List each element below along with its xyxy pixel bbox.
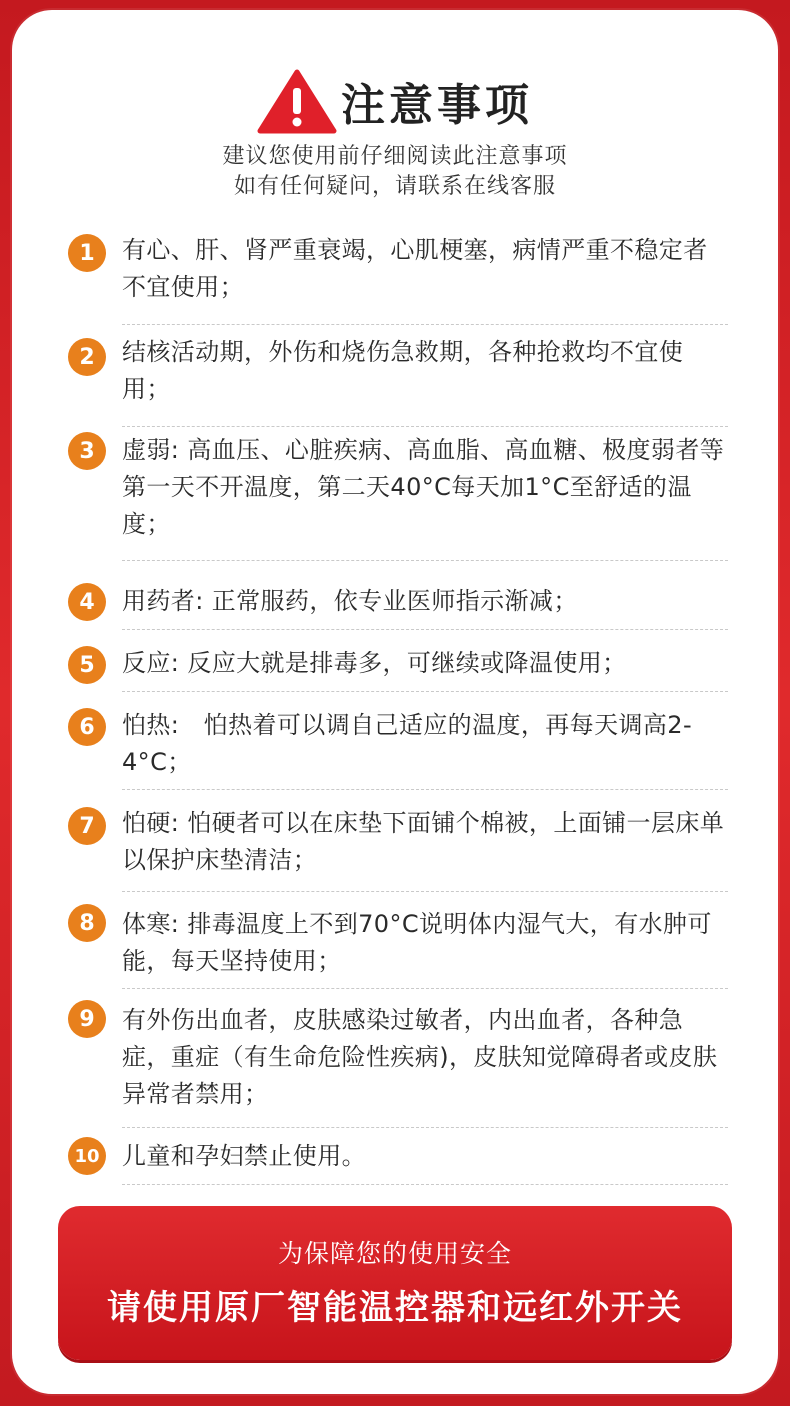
item-text: 有外伤出血者，皮肤感染过敏者，内出血者，各种急症，重症（有生命危险性疾病)，皮肤知觉障碍者或皮肤异常者禁用； — [122, 1006, 718, 1108]
dashed-divider — [122, 691, 728, 692]
warning-triangle-icon — [257, 68, 337, 134]
dashed-divider — [122, 1184, 728, 1185]
dashed-divider — [122, 324, 728, 325]
item-text: 虚弱: 高血压、心脏疾病、高血脂、高血糖、极度弱者等第一天不开温度，第二天40°C每天加1°C至舒适的温度； — [122, 436, 725, 538]
item-number-badge: 1 — [68, 234, 106, 272]
item-text: 怕硬: 怕硬者可以在床垫下面铺个棉被，上面铺一层床单以保护床垫清洁； — [122, 809, 725, 874]
item-number-badge: 5 — [68, 646, 106, 684]
item-text: 怕热: 怕热着可以调自己适应的温度，再每天调高2-4°C； — [122, 711, 693, 776]
item-text: 体寒: 排毒温度上不到70°C说明体内湿气大，有水肿可能，每天坚持使用； — [122, 910, 712, 975]
item-number-badge: 2 — [68, 338, 106, 376]
notice-card — [12, 10, 778, 1394]
dashed-divider — [122, 560, 728, 561]
subtitle — [12, 142, 778, 202]
item-number-badge: 4 — [68, 583, 106, 621]
title-row — [12, 66, 778, 136]
dashed-divider — [122, 891, 728, 892]
dashed-divider — [122, 629, 728, 630]
subtitle-line-2: 如有任何疑问，请联系在线客服 — [233, 174, 556, 199]
item-number-badge: 3 — [68, 432, 106, 470]
item-text: 结核活动期，外伤和烧伤急救期，各种抢救均不宜使用； — [122, 338, 684, 403]
item-number-badge: 7 — [68, 807, 106, 845]
item-text: 反应: 反应大就是排毒多，可继续或降温使用； — [122, 649, 627, 677]
safety-banner — [58, 1206, 732, 1360]
item-number-badge: 10 — [68, 1137, 106, 1175]
item-text: 用药者: 正常服药，依专业医师指示渐减； — [122, 587, 578, 615]
item-number-badge: 9 — [68, 1000, 106, 1038]
dashed-divider — [122, 426, 728, 427]
item-number-badge: 6 — [68, 708, 106, 746]
item-number-badge: 8 — [68, 904, 106, 942]
banner-subtitle: 为保障您的使用安全 — [277, 1239, 512, 1268]
subtitle-line-1: 建议您使用前仔细阅读此注意事项 — [222, 144, 568, 169]
page-title: 注意事项 — [341, 80, 533, 131]
dashed-divider — [122, 789, 728, 790]
item-text: 有心、肝、肾严重衰竭，心肌梗塞，病情严重不稳定者不宜使用； — [122, 236, 708, 301]
header — [12, 66, 778, 202]
item-text: 儿童和孕妇禁止使用。 — [122, 1142, 366, 1170]
dashed-divider — [122, 1127, 728, 1128]
banner-title: 请使用原厂智能温控器和远红外开关 — [107, 1288, 683, 1328]
dashed-divider — [122, 988, 728, 989]
